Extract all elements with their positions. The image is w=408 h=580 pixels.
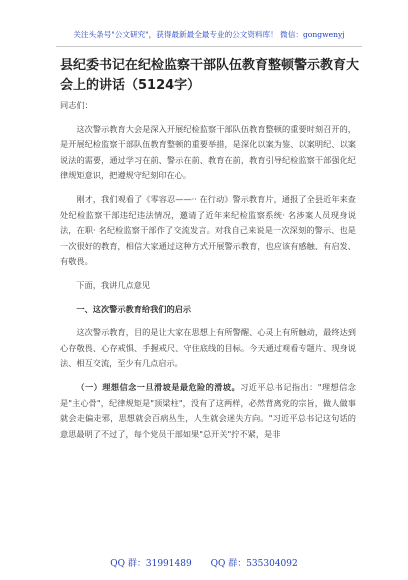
- footer-contacts: [0, 556, 408, 574]
- section-1-paragraph: 这次警示教育，目的是让大家在思想上有所警醒、心灵上有所触动，最终达到心存敬畏、心存戒惧、手握戒尺、守住底线的目标。今天通过观看专题片、现身说法、相互交流，至少有几点启示。: [60, 327, 356, 369]
- paragraph-3: 下面，我讲几点意见: [76, 279, 151, 290]
- header-banner: [56, 22, 362, 47]
- document-title: 县纪委书记在纪检监察干部队伍教育整顿警示教育大会上的讲话（5124字）: [60, 58, 360, 93]
- subsection-1-text: 习近平总书记指出："理想信念是"主心骨"，纪律规矩是"顶梁柱"，没有了这两样，必然背离党的宗旨，做人做事就会走偏走邪，思想就会百病丛生，人生就会迷失方向。"习近平总书记这句话的意思最明了不过了，每个党员干部如果"总开关"拧不紧，是非: [60, 381, 356, 439]
- header-notice: 关注头条号"公文研究"，获得最新最全最专业的公文资料库！ 微信：gongwenyj: [73, 30, 345, 39]
- document-body: [60, 98, 356, 442]
- subsection-1: [60, 380, 356, 442]
- paragraph-1: 这次警示教育大会是深入开展纪检监察干部队伍教育整顿的重要时刻召开的，是开展纪检监察干部队伍教育整顿的重要举措，是深化以案为鉴、以案明纪、以案说法的需要，通过学习在前、警示在前、教育在前，教育引导纪检监察干部强化纪律规矩意识，把遵规守纪刻印在心。: [60, 123, 356, 181]
- paragraph-2: 刚才，我们观看了《零容忍——·· 在行动》警示教育片，通报了全县近年来查处纪检监察干部违纪违法情况，邀请了近年来纪检监察系统· 名涉案人员现身说法，在职· 名纪检监察干部作了交流发言。对我自己来说是一次深刻的警示、也是一次很好的教育，相信大家通过这种方式开展警示教育，也应该有感触、有启发、有敬畏。: [60, 193, 356, 267]
- salutation: 同志们：: [60, 100, 93, 110]
- subsection-1-heading: （一）理想信念一旦滑坡是最危险的滑坡。: [76, 381, 241, 392]
- section-1-heading: 一、这次警示教育给我们的启示: [76, 303, 192, 314]
- footer-qq-group-2: QQ 群：535304092: [210, 559, 298, 569]
- footer-qq-group-1: QQ 群：31991489: [110, 559, 192, 569]
